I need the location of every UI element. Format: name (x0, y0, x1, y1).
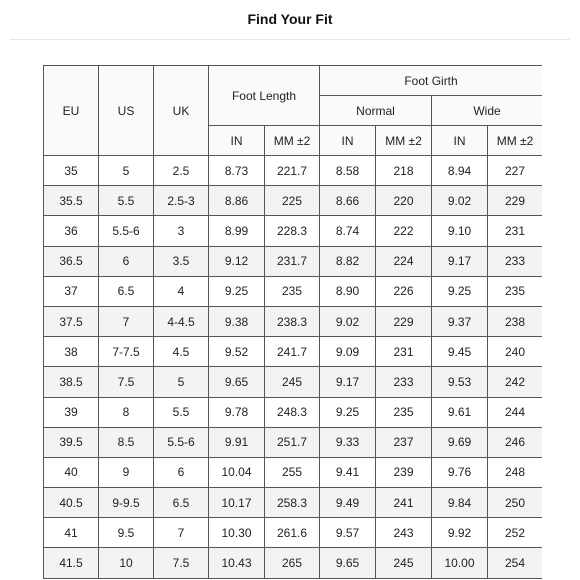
cell-eu: 41 (44, 518, 99, 548)
cell-length-in: 8.86 (209, 186, 265, 216)
cell-length-mm: 255 (265, 457, 320, 487)
header-wide-mm: MM ±2 (488, 126, 543, 156)
header-normal: Normal (320, 96, 432, 126)
cell-wide-in: 9.37 (432, 306, 488, 336)
cell-normal-mm: 231 (376, 337, 432, 367)
table-row (44, 216, 543, 246)
cell-us: 5 (99, 156, 154, 186)
cell-wide-mm: 238 (488, 306, 543, 336)
cell-wide-in: 9.45 (432, 337, 488, 367)
cell-us: 10 (99, 548, 154, 578)
header-foot-length: Foot Length (209, 66, 320, 126)
cell-length-mm: 231.7 (265, 246, 320, 276)
cell-normal-mm: 233 (376, 367, 432, 397)
cell-length-in: 10.04 (209, 457, 265, 487)
cell-eu: 40.5 (44, 488, 99, 518)
cell-wide-in: 9.84 (432, 488, 488, 518)
cell-normal-mm: 245 (376, 548, 432, 578)
cell-uk: 3 (154, 216, 209, 246)
cell-normal-in: 8.66 (320, 186, 376, 216)
cell-uk: 3.5 (154, 246, 209, 276)
cell-wide-in: 8.94 (432, 156, 488, 186)
table-row (44, 246, 543, 276)
cell-wide-in: 9.76 (432, 457, 488, 487)
cell-wide-mm: 242 (488, 367, 543, 397)
cell-length-in: 9.38 (209, 306, 265, 336)
cell-wide-mm: 252 (488, 518, 543, 548)
cell-us: 6.5 (99, 276, 154, 306)
cell-normal-mm: 220 (376, 186, 432, 216)
header-length-in: IN (209, 126, 265, 156)
header-foot-girth: Foot Girth (320, 66, 543, 96)
cell-normal-in: 9.65 (320, 548, 376, 578)
cell-length-mm: 241.7 (265, 337, 320, 367)
cell-normal-in: 9.57 (320, 518, 376, 548)
cell-normal-in: 9.33 (320, 427, 376, 457)
cell-length-mm: 221.7 (265, 156, 320, 186)
cell-wide-mm: 235 (488, 276, 543, 306)
cell-wide-mm: 248 (488, 457, 543, 487)
cell-wide-mm: 227 (488, 156, 543, 186)
header-wide-in: IN (432, 126, 488, 156)
table-row (44, 548, 543, 578)
table-row (44, 518, 543, 548)
cell-wide-in: 9.69 (432, 427, 488, 457)
cell-us: 7.5 (99, 367, 154, 397)
table-row (44, 276, 543, 306)
cell-normal-in: 9.09 (320, 337, 376, 367)
cell-normal-mm: 235 (376, 397, 432, 427)
cell-normal-mm: 237 (376, 427, 432, 457)
header-wide: Wide (432, 96, 543, 126)
table-row (44, 457, 543, 487)
cell-us: 5.5 (99, 186, 154, 216)
table-row (44, 397, 543, 427)
cell-normal-mm: 224 (376, 246, 432, 276)
header-normal-mm: MM ±2 (376, 126, 432, 156)
table-row (44, 488, 543, 518)
cell-wide-in: 9.92 (432, 518, 488, 548)
cell-eu: 35 (44, 156, 99, 186)
cell-wide-mm: 240 (488, 337, 543, 367)
cell-uk: 7 (154, 518, 209, 548)
header-eu: EU (44, 66, 99, 156)
cell-length-mm: 235 (265, 276, 320, 306)
cell-length-in: 10.43 (209, 548, 265, 578)
cell-normal-mm: 218 (376, 156, 432, 186)
cell-normal-in: 9.02 (320, 306, 376, 336)
cell-normal-mm: 229 (376, 306, 432, 336)
table-row (44, 306, 543, 336)
cell-normal-in: 8.74 (320, 216, 376, 246)
table-row (44, 337, 543, 367)
cell-us: 9 (99, 457, 154, 487)
cell-length-in: 9.12 (209, 246, 265, 276)
header-length-mm: MM ±2 (265, 126, 320, 156)
cell-wide-mm: 246 (488, 427, 543, 457)
cell-wide-in: 9.61 (432, 397, 488, 427)
cell-eu: 39.5 (44, 427, 99, 457)
cell-uk: 2.5-3 (154, 186, 209, 216)
cell-uk: 2.5 (154, 156, 209, 186)
cell-wide-mm: 250 (488, 488, 543, 518)
size-table (43, 65, 542, 579)
cell-normal-mm: 222 (376, 216, 432, 246)
cell-wide-mm: 229 (488, 186, 543, 216)
cell-length-mm: 228.3 (265, 216, 320, 246)
cell-length-mm: 258.3 (265, 488, 320, 518)
cell-uk: 5 (154, 367, 209, 397)
cell-eu: 40 (44, 457, 99, 487)
page-title: Find Your Fit (247, 11, 333, 27)
cell-us: 8.5 (99, 427, 154, 457)
cell-uk: 5.5 (154, 397, 209, 427)
cell-length-mm: 251.7 (265, 427, 320, 457)
cell-wide-mm: 244 (488, 397, 543, 427)
cell-uk: 6 (154, 457, 209, 487)
cell-normal-in: 8.90 (320, 276, 376, 306)
cell-length-in: 9.65 (209, 367, 265, 397)
cell-eu: 41.5 (44, 548, 99, 578)
cell-length-in: 9.25 (209, 276, 265, 306)
header-us: US (99, 66, 154, 156)
cell-us: 5.5-6 (99, 216, 154, 246)
table-row (44, 427, 543, 457)
cell-wide-in: 9.53 (432, 367, 488, 397)
cell-length-mm: 238.3 (265, 306, 320, 336)
size-chart (43, 65, 542, 580)
cell-us: 8 (99, 397, 154, 427)
cell-length-in: 10.30 (209, 518, 265, 548)
cell-normal-mm: 226 (376, 276, 432, 306)
table-row (44, 186, 543, 216)
table-row (44, 367, 543, 397)
table-body (44, 156, 543, 579)
cell-wide-in: 10.00 (432, 548, 488, 578)
cell-wide-mm: 231 (488, 216, 543, 246)
cell-eu: 38 (44, 337, 99, 367)
cell-eu: 35.5 (44, 186, 99, 216)
cell-normal-in: 8.58 (320, 156, 376, 186)
table-row (44, 156, 543, 186)
cell-normal-mm: 243 (376, 518, 432, 548)
cell-length-in: 9.78 (209, 397, 265, 427)
cell-uk: 6.5 (154, 488, 209, 518)
cell-uk: 4.5 (154, 337, 209, 367)
cell-normal-in: 9.17 (320, 367, 376, 397)
cell-length-in: 8.99 (209, 216, 265, 246)
cell-us: 9.5 (99, 518, 154, 548)
cell-normal-in: 9.49 (320, 488, 376, 518)
cell-length-mm: 248.3 (265, 397, 320, 427)
cell-normal-in: 8.82 (320, 246, 376, 276)
cell-length-mm: 225 (265, 186, 320, 216)
cell-eu: 37.5 (44, 306, 99, 336)
cell-wide-mm: 254 (488, 548, 543, 578)
cell-uk: 4 (154, 276, 209, 306)
cell-wide-in: 9.25 (432, 276, 488, 306)
cell-wide-in: 9.02 (432, 186, 488, 216)
cell-eu: 38.5 (44, 367, 99, 397)
header-normal-in: IN (320, 126, 376, 156)
cell-uk: 5.5-6 (154, 427, 209, 457)
cell-length-in: 9.52 (209, 337, 265, 367)
header-uk: UK (154, 66, 209, 156)
cell-us: 7-7.5 (99, 337, 154, 367)
cell-us: 7 (99, 306, 154, 336)
cell-uk: 4-4.5 (154, 306, 209, 336)
cell-length-in: 9.91 (209, 427, 265, 457)
cell-eu: 37 (44, 276, 99, 306)
title-divider (10, 39, 570, 40)
cell-wide-mm: 233 (488, 246, 543, 276)
cell-length-mm: 245 (265, 367, 320, 397)
cell-length-in: 8.73 (209, 156, 265, 186)
cell-eu: 36.5 (44, 246, 99, 276)
cell-uk: 7.5 (154, 548, 209, 578)
cell-normal-mm: 239 (376, 457, 432, 487)
cell-length-in: 10.17 (209, 488, 265, 518)
cell-normal-mm: 241 (376, 488, 432, 518)
cell-wide-in: 9.17 (432, 246, 488, 276)
cell-length-mm: 265 (265, 548, 320, 578)
cell-us: 9-9.5 (99, 488, 154, 518)
cell-eu: 39 (44, 397, 99, 427)
cell-normal-in: 9.25 (320, 397, 376, 427)
cell-length-mm: 261.6 (265, 518, 320, 548)
cell-eu: 36 (44, 216, 99, 246)
cell-us: 6 (99, 246, 154, 276)
cell-normal-in: 9.41 (320, 457, 376, 487)
cell-wide-in: 9.10 (432, 216, 488, 246)
